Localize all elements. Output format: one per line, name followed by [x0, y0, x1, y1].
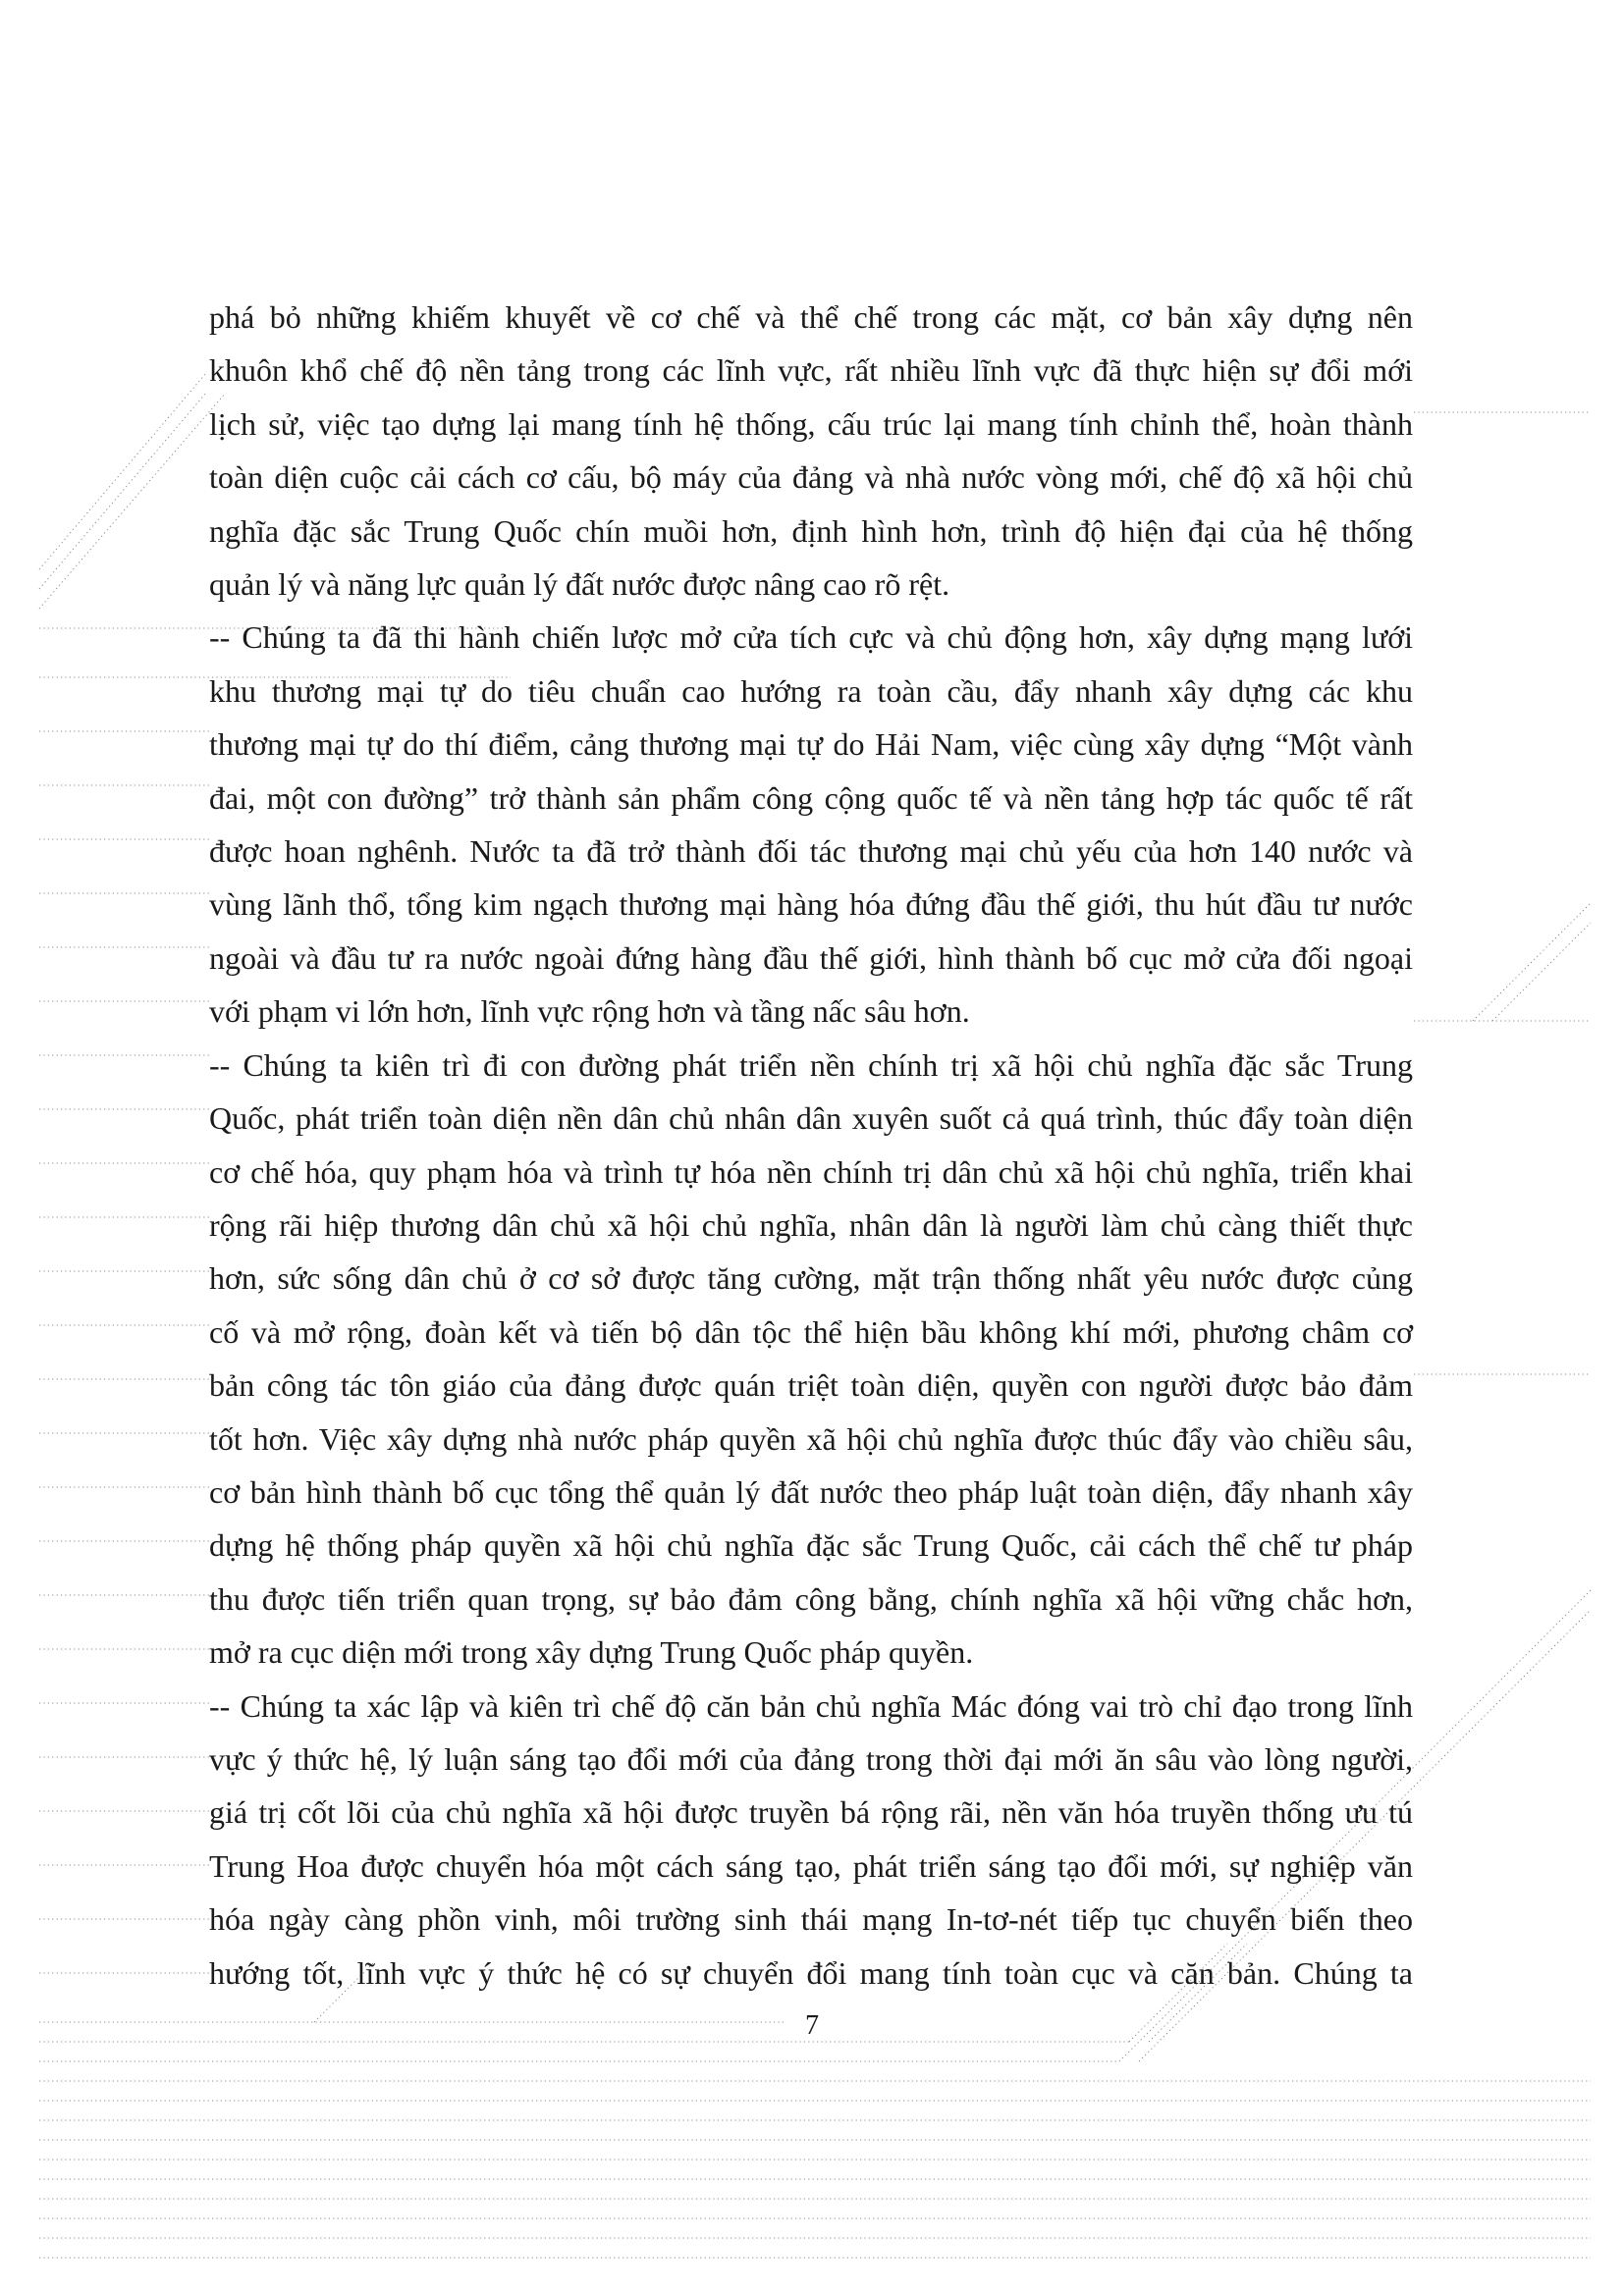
text-line: -- Chúng ta đã thi hành chiến lược mở cửa tích cực và chủ động hơn, xây dựng mạng lưới: [209, 619, 1413, 656]
text-line: Trung Hoa được chuyển hóa một cách sáng tạo, phát triển sáng tạo đổi mới, sự nghiệp văn: [209, 1847, 1413, 1884]
text-line: ngoài và đầu tư ra nước ngoài đứng hàng đầu thế giới, hình thành bố cục mở cửa đối ngoại: [209, 939, 1413, 976]
text-line: được hoan nghênh. Nước ta đã trở thành đối tác thương mại chủ yếu của hơn 140 nước và: [209, 833, 1413, 870]
text-line: toàn diện cuộc cải cách cơ cấu, bộ máy của đảng và nhà nước vòng mới, chế độ xã hội chủ: [209, 459, 1413, 496]
text-line: thu được tiến triển quan trọng, sự bảo đảm công bằng, chính nghĩa xã hội vững chắc hơn,: [209, 1580, 1413, 1617]
text-line: hơn, sức sống dân chủ ở cơ sở được tăng cường, mặt trận thống nhất yêu nước được củng: [209, 1260, 1413, 1297]
text-line: khuôn khổ chế độ nền tảng trong các lĩnh vực, rất nhiều lĩnh vực đã thực hiện sự đổi mới: [209, 352, 1413, 389]
text-line: vực ý thức hệ, lý luận sáng tạo đổi mới của đảng trong thời đại mới ăn sâu vào lòng người,: [209, 1740, 1413, 1777]
text-line: -- Chúng ta xác lập và kiên trì chế độ căn bản chủ nghĩa Mác đóng vai trò chỉ đạo trong lĩnh: [209, 1687, 1413, 1724]
page-number: 7: [805, 2010, 819, 2041]
text-line: thương mại tự do thí điểm, cảng thương mại tự do Hải Nam, việc cùng xây dựng “Một vành: [209, 726, 1413, 763]
text-line: bản công tác tôn giáo của đảng được quán triệt toàn diện, quyền con người được bảo đảm: [209, 1367, 1413, 1404]
text-line: tốt hơn. Việc xây dựng nhà nước pháp quyền xã hội chủ nghĩa được thúc đẩy vào chiều sâu,: [209, 1420, 1413, 1457]
text-line: hóa ngày càng phồn vinh, môi trường sinh thái mạng In-tơ-nét tiếp tục chuyển biến theo: [209, 1901, 1413, 1938]
text-line: vùng lãnh thổ, tổng kim ngạch thương mại hàng hóa đứng đầu thế giới, thu hút đầu tư nước: [209, 886, 1413, 923]
text-line: dựng hệ thống pháp quyền xã hội chủ nghĩa đặc sắc Trung Quốc, cải cách thể chế tư pháp: [209, 1527, 1413, 1564]
text-line: rộng rãi hiệp thương dân chủ xã hội chủ nghĩa, nhân dân là người làm chủ càng thiết thực: [209, 1206, 1413, 1243]
text-line: đai, một con đường” trở thành sản phẩm công cộng quốc tế và nền tảng hợp tác quốc tế rất: [209, 779, 1413, 816]
text-line: -- Chúng ta kiên trì đi con đường phát triển nền chính trị xã hội chủ nghĩa đặc sắc Trung: [209, 1046, 1413, 1083]
text-line: cơ bản hình thành bố cục tổng thể quản lý đất nước theo pháp luật toàn diện, đẩy nhanh xây: [209, 1473, 1413, 1510]
document-body: [209, 291, 1413, 2000]
text-line: khu thương mại tự do tiêu chuẩn cao hướng ra toàn cầu, đẩy nhanh xây dựng các khu: [209, 672, 1413, 709]
text-line: mở ra cục diện mới trong xây dựng Trung Quốc pháp quyền.: [209, 1634, 974, 1671]
text-line: giá trị cốt lõi của chủ nghĩa xã hội được truyền bá rộng rãi, nền văn hóa truyền thống ưu tú: [209, 1794, 1413, 1831]
text-line: cơ chế hóa, quy phạm hóa và trình tự hóa nền chính trị dân chủ xã hội chủ nghĩa, triển khai: [209, 1153, 1413, 1190]
text-line: cố và mở rộng, đoàn kết và tiến bộ dân tộc thể hiện bầu không khí mới, phương châm cơ: [209, 1313, 1413, 1350]
text-line: quản lý và năng lực quản lý đất nước được nâng cao rõ rệt.: [209, 566, 950, 603]
text-line: lịch sử, việc tạo dựng lại mang tính hệ thống, cấu trúc lại mang tính chỉnh thể, hoàn thành: [209, 405, 1413, 442]
text-line: phá bỏ những khiếm khuyết về cơ chế và thể chế trong các mặt, cơ bản xây dựng nên: [209, 299, 1413, 335]
text-line: Quốc, phát triển toàn diện nền dân chủ nhân dân xuyên suốt cả quá trình, thúc đẩy toàn diện: [209, 1100, 1413, 1137]
text-line: với phạm vi lớn hơn, lĩnh vực rộng hơn và tầng nấc sâu hơn.: [209, 993, 970, 1030]
text-line: nghĩa đặc sắc Trung Quốc chín muồi hơn, định hình hơn, trình độ hiện đại của hệ thống: [209, 512, 1413, 549]
text-line: hướng tốt, lĩnh vực ý thức hệ có sự chuyển đổi mang tính toàn cục và căn bản. Chúng ta: [209, 1954, 1413, 1991]
